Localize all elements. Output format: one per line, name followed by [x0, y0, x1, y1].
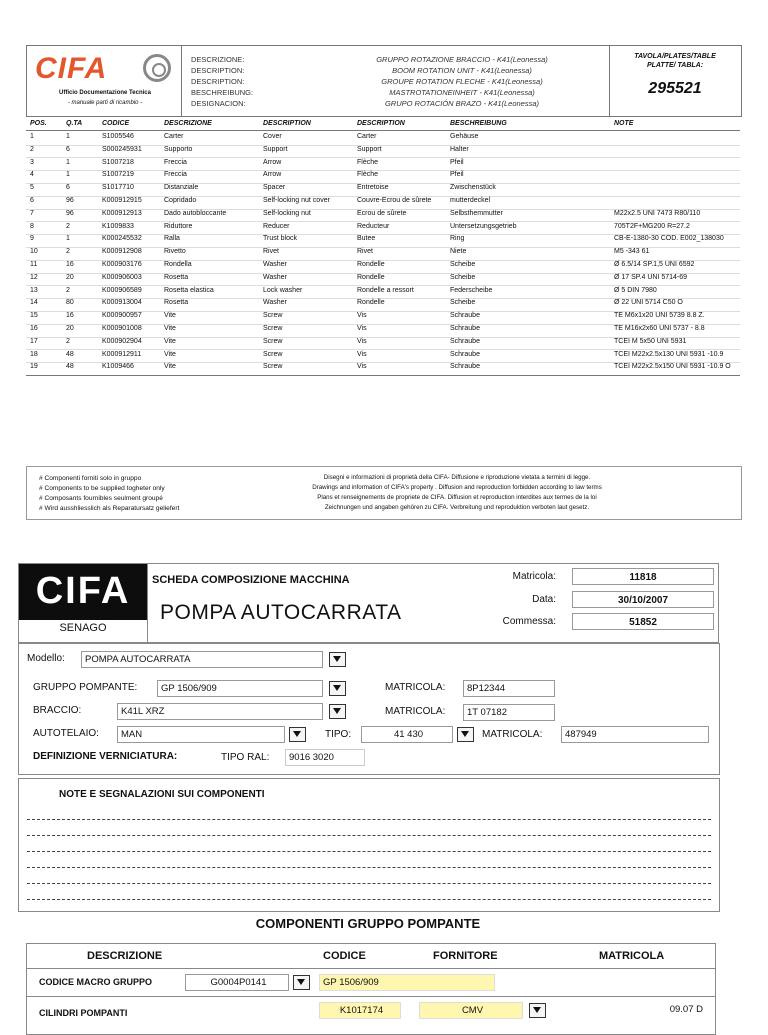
commessa-label: Commessa: — [502, 616, 556, 627]
cell-desc-fr: Vis — [357, 337, 367, 345]
cell-pos: 6 — [30, 197, 34, 204]
legend-line: # Composants fournibles seulment groupé — [39, 495, 163, 502]
cell-code: K000906589 — [102, 286, 142, 294]
cell-code: K000912913 — [102, 209, 142, 217]
cell-desc-it: Rosetta — [164, 299, 189, 307]
machine-logo-box — [18, 563, 148, 643]
cell-code: K000906003 — [102, 273, 142, 281]
table-row — [26, 362, 740, 376]
cell-desc-de: Scheibe — [450, 261, 476, 268]
cell-desc-it: Vite — [164, 325, 176, 332]
divider — [27, 996, 715, 997]
legend-line: # Wird ausshliesslich als Reparatursatz geliefert — [39, 505, 180, 512]
cell-desc-de: Scheibe — [450, 299, 476, 307]
gruppo-field[interactable]: GP 1506/909 — [157, 680, 323, 697]
table-row — [26, 170, 740, 184]
cell-pos: 11 — [30, 261, 38, 268]
cell-code: K000902904 — [102, 337, 142, 345]
column-header: DESCRIZIONE — [164, 120, 212, 127]
cell-code: S1017710 — [102, 184, 134, 192]
cell-qty: 96 — [66, 197, 74, 204]
cell-desc-de: Zwischenstück — [450, 184, 496, 192]
cell-desc-it: Supporto — [164, 145, 193, 153]
cell-note: Ø 5 DIN 7980 — [614, 286, 657, 294]
cell-qty: 2 — [66, 286, 70, 294]
cell-desc-de: Schraube — [450, 325, 480, 332]
cell-note: TCEI M 5x50 UNI 5931 — [614, 337, 687, 345]
legend-line: # Components to be supplied togheter only — [39, 485, 165, 492]
table-row — [26, 298, 740, 312]
cell-desc-fr: Rondelle — [357, 299, 385, 307]
cifa-logo: CIFA — [35, 52, 108, 85]
cell-note: Ø 6.5/14 SP.1,5 UNI 6592 — [614, 261, 695, 268]
cell-qty: 20 — [66, 273, 74, 281]
autotelaio-label: AUTOTELAIO: — [33, 728, 99, 739]
table-label-line: TAVOLA/PLATES/TABLE — [634, 53, 716, 60]
cell-qty: 48 — [66, 363, 74, 371]
table-row — [26, 234, 740, 248]
cell-desc-it: Carter — [164, 133, 184, 140]
cell-desc-en: Self-locking nut cover — [263, 197, 330, 204]
cell-desc-de: Pfeil — [450, 158, 464, 166]
macro-group-code[interactable]: GP 1506/909 — [319, 974, 495, 991]
cell-desc-de: Selbsthemmutter — [450, 209, 503, 217]
cell-qty: 16 — [66, 312, 74, 320]
data-label: Data: — [532, 594, 556, 605]
commessa-field[interactable]: 51852 — [572, 613, 714, 630]
cell-qty: 2 — [66, 337, 70, 345]
cell-qty: 6 — [66, 145, 70, 153]
note-line[interactable] — [27, 899, 711, 900]
column-header: Q.TA — [66, 120, 83, 127]
cell-desc-de: Halter — [450, 145, 469, 153]
tipo-label: TIPO: — [325, 729, 352, 740]
cell-qty: 96 — [66, 209, 74, 217]
gruppo-matricola-label: MATRICOLA: — [385, 682, 446, 693]
cell-qty: 1 — [66, 158, 70, 166]
column-header: DESCRIZIONE — [87, 950, 163, 962]
cell-desc-de: Federscheibe — [450, 286, 493, 294]
cell-desc-en: Spacer — [263, 184, 286, 192]
cell-note: CB-E-1380-30 COD. E002_138030 — [614, 235, 724, 243]
cifa-logo: CIFA — [35, 570, 131, 612]
legend-line: # Componenti forniti solo in gruppo — [39, 475, 142, 482]
cell-desc-en: Arrow — [263, 158, 282, 166]
verniciatura-label: DEFINIZIONE VERNICIATURA: — [33, 751, 178, 762]
cell-desc-de: Gehäuse — [450, 133, 479, 140]
cell-desc-fr: Rondelle a ressort — [357, 286, 414, 294]
cell-note: M5 -343 61 — [614, 248, 650, 256]
cell-desc-fr: Flèche — [357, 171, 379, 179]
chevron-down-icon[interactable] — [329, 652, 346, 667]
cell-pos: 12 — [30, 273, 38, 281]
table-row — [26, 324, 740, 338]
row-label: CODICE MACRO GRUPPO — [39, 977, 153, 987]
cell-note: Ø 22 UNI 5714 C50 O — [614, 299, 683, 307]
date-field[interactable]: 30/10/2007 — [572, 591, 714, 608]
cell-desc-de: Scheibe — [450, 273, 476, 281]
note-line[interactable] — [27, 867, 711, 868]
parts-table — [26, 118, 740, 378]
divider — [27, 968, 715, 969]
cell-note: TE M6x1x20 UNI 5739 8.8 Z. — [614, 312, 705, 320]
cell-pos: 16 — [30, 325, 38, 332]
cell-code: K000903176 — [102, 261, 142, 268]
cell-desc-it: Freccia — [164, 158, 187, 166]
cell-code: S1007218 — [102, 158, 134, 166]
cell-desc-it: Vite — [164, 312, 176, 320]
cell-pos: 2 — [30, 145, 34, 153]
table-row — [26, 260, 740, 274]
cell-desc-it: Rivetto — [164, 248, 186, 256]
desc-label: DESIGNACION: — [191, 99, 246, 108]
divider — [609, 46, 610, 116]
cell-code: K000900957 — [102, 312, 142, 320]
cell-code: S1005546 — [102, 133, 134, 140]
components-table — [26, 943, 716, 1035]
ral-field[interactable]: 9016 3020 — [285, 749, 365, 766]
cell-code: K1009466 — [102, 363, 134, 371]
cell-code: K000913004 — [102, 299, 142, 307]
cell-desc-it: Vite — [164, 363, 176, 371]
cell-desc-en: Screw — [263, 337, 283, 345]
table-row — [26, 286, 740, 300]
chevron-down-icon[interactable] — [329, 681, 346, 696]
cell-desc-it: Vite — [164, 337, 176, 345]
column-header: POS. — [30, 120, 47, 127]
braccio-matricola-field[interactable]: 1T 07182 — [463, 704, 555, 721]
cell-desc-fr: Vis — [357, 350, 367, 358]
note-line[interactable] — [27, 883, 711, 884]
table-row — [26, 273, 740, 287]
autotelaio-field[interactable]: MAN — [117, 726, 285, 743]
cell-pos: 14 — [30, 299, 38, 307]
cell-desc-en: Screw — [263, 325, 283, 332]
cell-pos: 1 — [30, 133, 34, 140]
table-row — [26, 209, 740, 223]
components-title: COMPONENTI GRUPPO POMPANTE — [255, 916, 481, 931]
cell-desc-en: Cover — [263, 133, 282, 140]
notes-box — [18, 778, 720, 912]
note-line[interactable] — [27, 819, 711, 820]
cell-desc-it: Riduttore — [164, 222, 193, 230]
desc-value: GROUPE ROTATION FLECHE - K41(Leonessa) — [381, 77, 543, 86]
desc-label: DESCRIPTION: — [191, 77, 245, 86]
copyright-notice — [227, 473, 687, 513]
desc-label: DESCRIPTION: — [191, 66, 245, 75]
form-title: SCHEDA COMPOSIZIONE MACCHINA — [152, 574, 350, 586]
desc-value: BOOM ROTATION UNIT - K41(Leonessa) — [392, 66, 532, 75]
autotelaio-matricola-field[interactable]: 487949 — [561, 726, 709, 743]
column-header: MATRICOLA — [599, 950, 665, 962]
column-header: BESCHREIBUNG — [450, 120, 507, 127]
table-row — [26, 196, 740, 210]
desc-value: MASTROTATIONEINHEIT - K41(Leonessa) — [389, 88, 535, 97]
chevron-down-icon[interactable] — [289, 727, 306, 742]
cell-qty: 1 — [66, 133, 70, 140]
cell-code: K000912911 — [102, 350, 142, 358]
cell-code: K000245532 — [102, 235, 142, 243]
gruppo-label: GRUPPO POMPANTE: — [33, 682, 138, 693]
cell-desc-en: Screw — [263, 363, 283, 371]
note-line[interactable] — [27, 835, 711, 836]
supply-legend — [39, 474, 179, 514]
cell-qty: 1 — [66, 235, 70, 243]
modello-label: Modello: — [27, 653, 65, 664]
cell-qty: 80 — [66, 299, 74, 307]
cell-desc-it: Vite — [164, 350, 176, 358]
cell-qty: 48 — [66, 350, 74, 358]
cell-code: S000245931 — [102, 145, 142, 153]
cell-desc-it: Rosetta — [164, 273, 189, 281]
cell-desc-fr: Vis — [357, 312, 367, 320]
cell-qty: 2 — [66, 248, 70, 256]
cell-desc-fr: Entretoise — [357, 184, 389, 192]
cell-pos: 19 — [30, 363, 38, 371]
cell-desc-it: Copridado — [164, 197, 197, 204]
table-row — [26, 158, 740, 172]
cell-desc-en: Trust block — [263, 235, 297, 243]
cell-desc-fr: Rondelle — [357, 273, 385, 281]
cell-pos: 9 — [30, 235, 34, 243]
macro-group-select[interactable]: G0004P0141 — [185, 974, 289, 991]
note-line[interactable] — [27, 851, 711, 852]
divider — [26, 375, 740, 376]
cell-pos: 7 — [30, 209, 34, 217]
cell-desc-en: Washer — [263, 261, 287, 268]
cell-desc-en: Washer — [263, 273, 287, 281]
table-row — [26, 222, 740, 236]
cell-desc-it: Rosetta elastica — [164, 286, 214, 294]
table-row — [26, 247, 740, 261]
tipo-field[interactable]: 41 430 — [361, 726, 453, 743]
cell-desc-en: Screw — [263, 312, 283, 320]
cell-desc-fr: Butee — [357, 235, 376, 243]
cell-note: TCEI M22x2.5x130 UNI 5931 -10.9 — [614, 350, 724, 358]
cell-desc-fr: Support — [357, 145, 382, 153]
divider — [181, 46, 182, 116]
cell-desc-it: Freccia — [164, 171, 187, 179]
cell-desc-fr: Rondelle — [357, 261, 385, 268]
cell-desc-en: Support — [263, 145, 288, 153]
ral-label: TIPO RAL: — [221, 752, 270, 763]
copyright-line: Drawings and information of CIFA's property . Diffusion and reproduction forbidden according to law terms — [312, 484, 602, 491]
copyright-line: Zeichnungen und angaben gehören zu CIFA. Verbreitung und reproduktion verboten laut gesetz. — [324, 504, 590, 511]
cell-desc-de: Schraube — [450, 350, 480, 358]
gruppo-matricola-field[interactable]: 8P12344 — [463, 680, 555, 697]
cell-qty: 2 — [66, 222, 70, 230]
desc-label: DESCRIZIONE: — [191, 55, 245, 64]
cell-desc-en: Self-locking nut — [263, 209, 311, 217]
table-row — [26, 145, 740, 159]
cell-desc-en: Rivet — [263, 248, 279, 256]
chevron-down-icon[interactable] — [293, 975, 310, 990]
cell-desc-it: Ralla — [164, 235, 180, 243]
table-row — [26, 337, 740, 351]
desc-value: GRUPPO ROTAZIONE BRACCIO - K41(Leonessa) — [376, 55, 548, 64]
table-row — [26, 132, 740, 146]
cell-desc-de: Schraube — [450, 337, 480, 345]
column-header: CODICE — [102, 120, 130, 127]
cell-note: 705T2F+MG200 R=27.2 — [614, 222, 690, 230]
cell-desc-it: Dado autobloccante — [164, 209, 227, 217]
supplier-select[interactable]: CMV — [419, 1002, 523, 1019]
cell-desc-fr: Vis — [357, 363, 367, 371]
cell-desc-en: Screw — [263, 350, 283, 358]
chevron-down-icon[interactable] — [329, 704, 346, 719]
cell-qty: 1 — [66, 171, 70, 179]
cell-desc-de: mutterdeckel — [450, 197, 491, 204]
cell-desc-de: Pfeil — [450, 171, 464, 179]
machine-header — [146, 563, 719, 643]
row-label: CILINDRI POMPANTI — [39, 1008, 128, 1018]
desc-value: GRUPO ROTACIÓN BRAZO - K41(Leonessa) — [384, 99, 540, 108]
parts-header — [26, 45, 742, 117]
column-header: DESCRIPTION — [357, 120, 405, 127]
cell-pos: 18 — [30, 350, 38, 358]
machine-config — [18, 643, 720, 775]
cell-pos: 13 — [30, 286, 38, 294]
cell-desc-fr: Flèche — [357, 158, 379, 166]
cell-pos: 4 — [30, 171, 34, 179]
cell-code: K000912915 — [102, 197, 142, 204]
table-label — [611, 52, 739, 70]
cell-desc-fr: Vis — [357, 325, 367, 332]
braccio-field[interactable]: K41L XRZ — [117, 703, 323, 720]
cell-desc-en: Reducer — [263, 222, 290, 230]
cell-desc-de: Niete — [450, 248, 467, 256]
cell-desc-de: Untersetzungsgetrieb — [450, 222, 517, 230]
column-header: DESCRIPTION — [263, 120, 311, 127]
cell-note: M22x2.5 UNI 7473 R80/110 — [614, 209, 701, 217]
office-name: Ufficio Documentazione Tecnica — [59, 90, 151, 96]
table-row — [26, 311, 740, 325]
chevron-down-icon[interactable] — [529, 1003, 546, 1018]
braccio-matricola-label: MATRICOLA: — [385, 706, 446, 717]
matricola-label: Matricola: — [512, 571, 556, 582]
cell-pos: 3 — [30, 158, 34, 166]
gear-icon — [143, 54, 171, 82]
description-labels — [191, 54, 253, 109]
cylinder-matricola[interactable]: 09.07 D — [569, 1002, 709, 1019]
cylinder-code[interactable]: K1017174 — [319, 1002, 401, 1019]
cell-qty: 6 — [66, 184, 70, 192]
desc-label: BESCHREIBUNG: — [191, 88, 254, 97]
cell-code: K000912908 — [102, 248, 142, 256]
chevron-down-icon[interactable] — [457, 727, 474, 742]
table-row — [26, 350, 740, 364]
cell-note: TCEI M22x2.5x150 UNI 5931 -10.9 O — [614, 363, 731, 371]
cell-desc-de: Schraube — [450, 363, 480, 371]
cell-qty: 16 — [66, 261, 74, 268]
cell-desc-fr: Carter — [357, 133, 377, 140]
column-header: FORNITORE — [433, 950, 498, 962]
column-header: NOTE — [614, 120, 634, 127]
cell-pos: 8 — [30, 222, 34, 230]
cell-desc-fr: Reducteur — [357, 222, 390, 230]
legend-box — [26, 466, 742, 520]
description-values — [317, 54, 607, 109]
cell-note: Ø 17 SP.4 UNI 5714-69 — [614, 273, 688, 281]
cell-desc-fr: Rivet — [357, 248, 373, 256]
cell-desc-en: Lock washer — [263, 286, 303, 294]
cell-pos: 17 — [30, 337, 38, 345]
autotelaio-matricola-label: MATRICOLA: — [482, 729, 543, 740]
cell-code: K000901008 — [102, 325, 142, 332]
notes-title: NOTE E SEGNALAZIONI SUI COMPONENTI — [59, 789, 265, 800]
modello-field[interactable]: POMPA AUTOCARRATA — [81, 651, 323, 668]
table-label-line: PLATTE/ TABLA: — [646, 62, 704, 69]
cell-desc-it: Rondella — [164, 261, 192, 268]
cell-note: TE M16x2x60 UNI 5737 - 8.8 — [614, 325, 705, 332]
cell-desc-en: Washer — [263, 299, 287, 307]
column-header: CODICE — [323, 950, 366, 962]
matricola-field[interactable]: 11818 — [572, 568, 714, 585]
cell-pos: 10 — [30, 248, 38, 256]
cell-qty: 20 — [66, 325, 74, 332]
office-subtitle: - manuale parti di ricambio - — [67, 100, 143, 106]
cell-pos: 15 — [30, 312, 38, 320]
braccio-label: BRACCIO: — [33, 705, 82, 716]
divider — [26, 130, 740, 131]
cell-pos: 5 — [30, 184, 34, 192]
cell-desc-de: Schraube — [450, 312, 480, 320]
copyright-line: Disegni e informazioni di proprietà della CIFA- Diffusione e riproduzione vietata a termini di legge. — [323, 474, 591, 481]
location: SENAGO — [59, 622, 107, 634]
cell-desc-de: Ring — [450, 235, 465, 243]
cell-code: K1009833 — [102, 222, 134, 230]
cell-desc-it: Distanziale — [164, 184, 199, 192]
cell-desc-fr: Couvre-Ecrou de sûrete — [357, 197, 432, 204]
copyright-line: Plans et renseignements de propriete de CIFA. Diffusion et reproduction interdites aux termes de la loi — [317, 494, 597, 501]
table-number: 295521 — [648, 80, 702, 97]
machine-name: POMPA AUTOCARRATA — [160, 601, 402, 624]
cell-desc-fr: Ecrou de sûrete — [357, 209, 407, 217]
cell-code: S1007219 — [102, 171, 134, 179]
cell-desc-en: Arrow — [263, 171, 282, 179]
table-row — [26, 183, 740, 197]
